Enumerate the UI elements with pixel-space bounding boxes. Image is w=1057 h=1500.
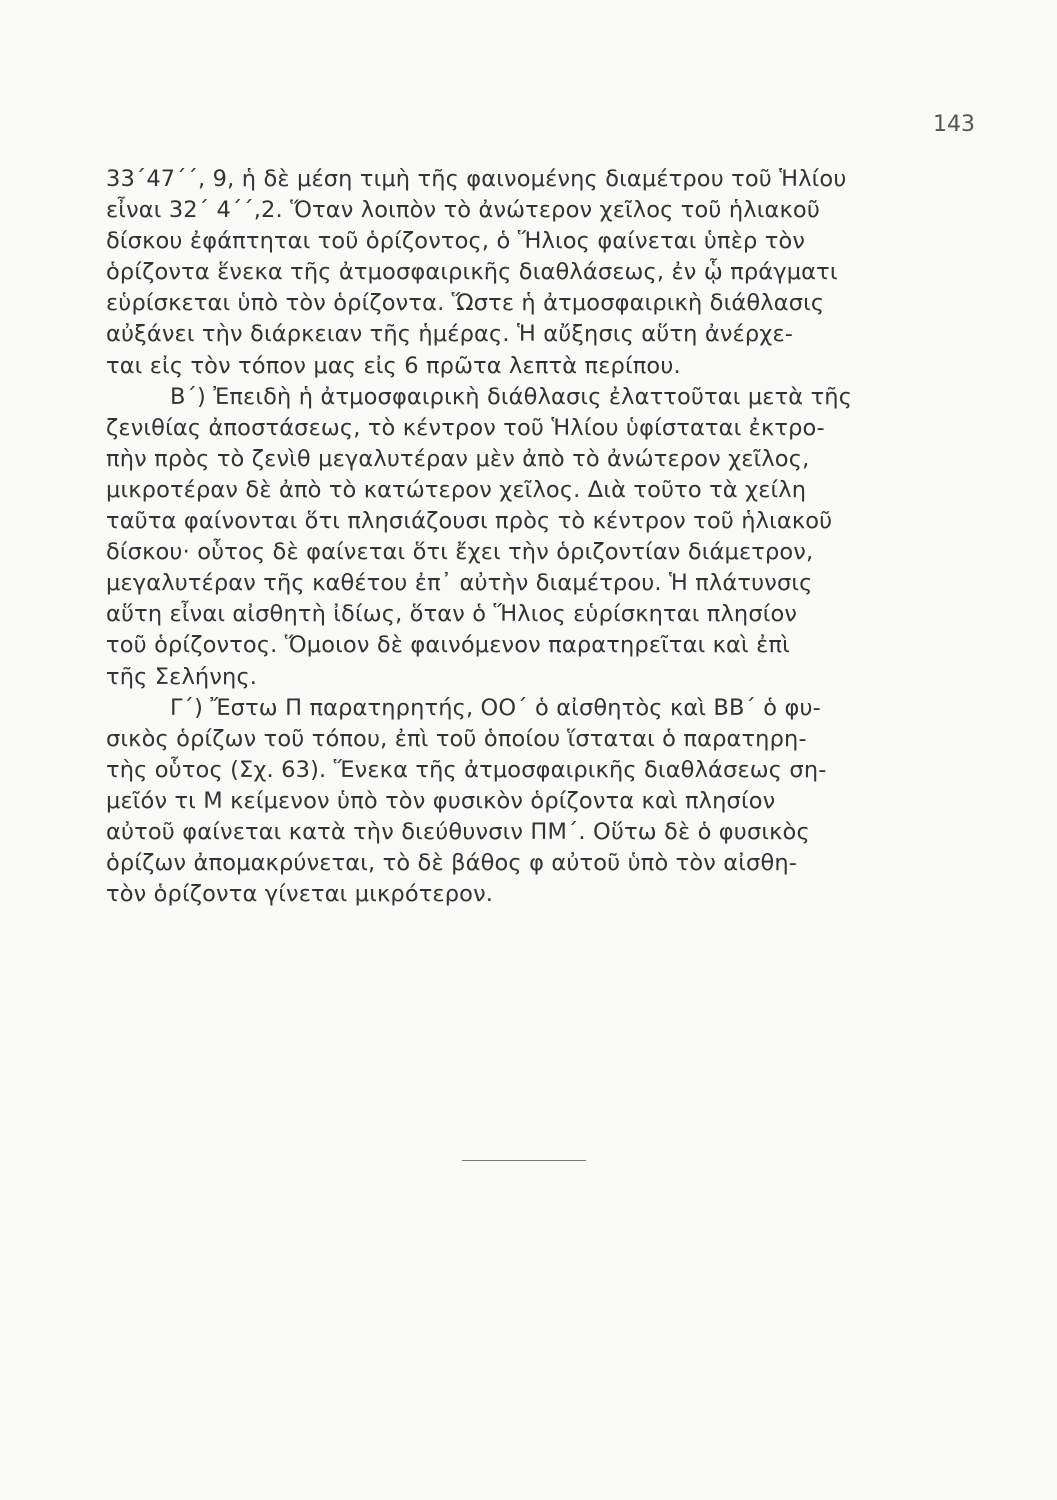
text-line: τὴς οὗτος (Σχ. 63). Ἕνεκα τῆς ἀτμοσφαιρικῆς διαθλάσεως ση- [106,756,827,783]
text-line: ὁρίζοντα ἕνεκα τῆς ἀτμοσφαιρικῆς διαθλάσεως, ἐν ᾧ πράγματι [106,259,838,286]
text-line: μικροτέραν δὲ ἀπὸ τὸ κατώτερον χεῖλος. Διὰ τοῦτο τὰ χείλη [106,476,807,503]
text-line: μεγαλυτέραν τῆς καθέτου ἐπ᾽ αὐτὴν διαμέτρου. Ἡ πλάτυνσις [106,570,813,597]
text-line: πὴν πρὸς τὸ ζενὶθ μεγαλυτέραν μὲν ἀπὸ τὸ ἀνώτερον χεῖλος, [106,445,810,472]
text-line: ταῦτα φαίνονται ὅτι πλησιάζουσι πρὸς τὸ κέντρον τοῦ ἡλιακοῦ [106,508,833,535]
page-number: 143 [933,112,975,137]
paragraph-first-line: Γ΄) Ἔστω Π παρατηρητής, ΟΟ΄ ὁ αἰσθητὸς καὶ ΒΒ΄ ὁ φυ- [170,694,821,721]
text-line: εἶναι 32΄ 4΄΄,2. Ὅταν λοιπὸν τὸ ἀνώτερον χεῖλος τοῦ ἡλιακοῦ [106,197,821,224]
text-line: ται εἰς τὸν τόπον μας εἰς 6 πρῶτα λεπτὰ περίπου. [106,352,681,379]
text-line: αὕτη εἶναι αἰσθητὴ ἰδίως, ὅταν ὁ Ἥλιος εὑρίσκηται πλησίον [106,601,798,628]
section-separator-line [462,1160,586,1161]
text-line: δίσκου· οὗτος δὲ φαίνεται ὅτι ἔχει τὴν ὁριζοντίαν διάμετρον, [106,539,814,566]
text-line: εὑρίσκεται ὑπὸ τὸν ὁρίζοντα. Ὥστε ἡ ἀτμοσφαιρικὴ διάθλασις [106,290,825,317]
text-line: αὐξάνει τὴν διάρκειαν τῆς ἡμέρας. Ἡ αὔξησις αὕτη ἀνέρχε- [106,321,794,348]
paragraph-first-line: Β΄) Ἐπειδὴ ἡ ἀτμοσφαιρικὴ διάθλασις ἐλαττοῦται μετὰ τῆς [170,383,853,410]
text-line: σικὸς ὁρίζων τοῦ τόπου, ἐπὶ τοῦ ὁποίου ἵσταται ὁ παρατηρη- [106,725,807,752]
text-line: ζενιθίας ἀποστάσεως, τὸ κέντρον τοῦ Ἡλίου ὑφίσταται ἐκτρο- [106,414,825,441]
text-line: τὸν ὁρίζοντα γίνεται μικρότερον. [106,881,494,908]
text-line: τοῦ ὁρίζοντος. Ὅμοιον δὲ φαινόμενον παρατηρεῖται καὶ ἐπὶ [106,632,790,659]
text-line: αὐτοῦ φαίνεται κατὰ τὴν διεύθυνσιν ΠΜ΄. Οὕτω δὲ ὁ φυσικὸς [106,818,810,845]
text-line: μεῖόν τι Μ κείμενον ὑπὸ τὸν φυσικὸν ὁρίζοντα καὶ πλησίον [106,787,776,814]
text-line: ὁρίζων ἀπομακρύνεται, τὸ δὲ βάθος φ αὐτοῦ ὑπὸ τὸν αἰσθη- [106,850,798,877]
text-line: τῆς Σελήνης. [106,663,258,690]
text-line: 33΄47΄΄, 9, ἡ δὲ μέση τιμὴ τῆς φαινομένης διαμέτρου τοῦ Ἡλίου [106,166,847,192]
text-line: δίσκου ἐφάπτηται τοῦ ὁρίζοντος, ὁ Ἥλιος φαίνεται ὑπὲρ τὸν [106,228,806,255]
body-text [106,164,966,910]
